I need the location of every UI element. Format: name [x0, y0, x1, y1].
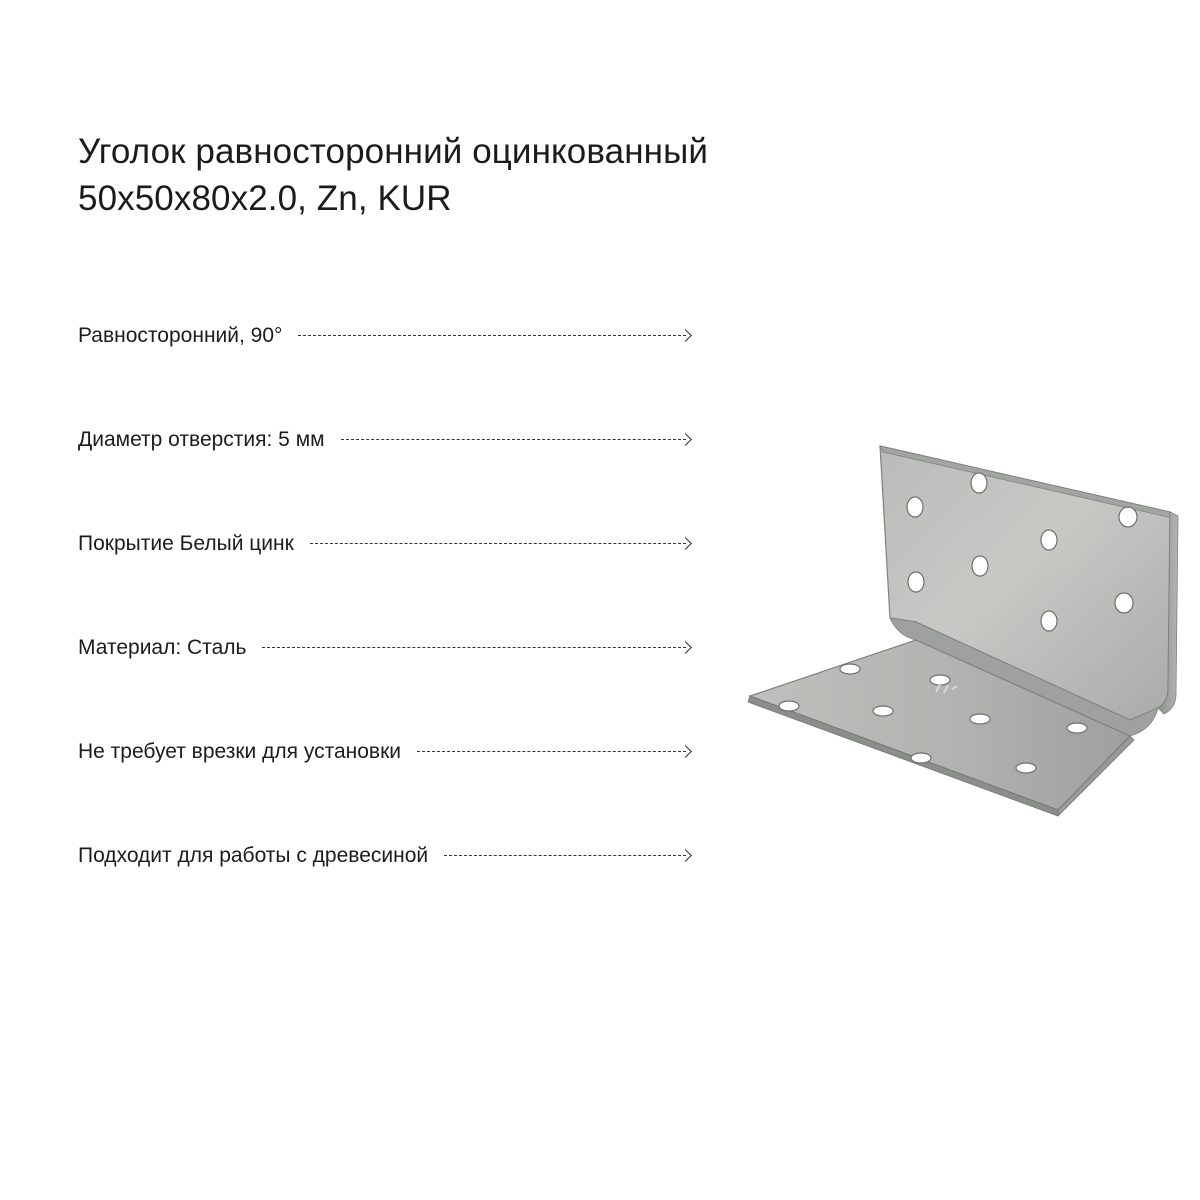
dashed-arrow-right-icon [298, 329, 692, 343]
dashed-arrow-right-icon [262, 641, 692, 655]
feature-item [78, 732, 698, 772]
angle-bracket-image [740, 440, 1180, 830]
product-title-line-1: Уголок равносторонний оцинкованный [78, 132, 708, 171]
feature-item [78, 316, 698, 356]
dashed-arrow-right-icon [341, 433, 692, 447]
feature-label: Покрытие Белый цинк [78, 532, 294, 555]
product-title [78, 128, 938, 222]
dashed-arrow-right-icon [444, 849, 692, 863]
feature-list [78, 316, 698, 940]
feature-label: Диаметр отверстия: 5 мм [78, 428, 325, 451]
dashed-arrow-right-icon [417, 745, 692, 759]
feature-label: Равносторонний, 90° [78, 324, 283, 347]
feature-label: Не требует врезки для установки [78, 740, 402, 763]
feature-item [78, 628, 698, 668]
feature-item [78, 524, 698, 564]
feature-item [78, 420, 698, 460]
feature-item [78, 836, 698, 876]
feature-label: Подходит для работы с древесиной [78, 844, 429, 867]
feature-label: Материал: Сталь [78, 636, 247, 659]
dashed-arrow-right-icon [310, 537, 692, 551]
product-title-line-2: 50x50x80x2.0, Zn, KUR [78, 179, 452, 218]
